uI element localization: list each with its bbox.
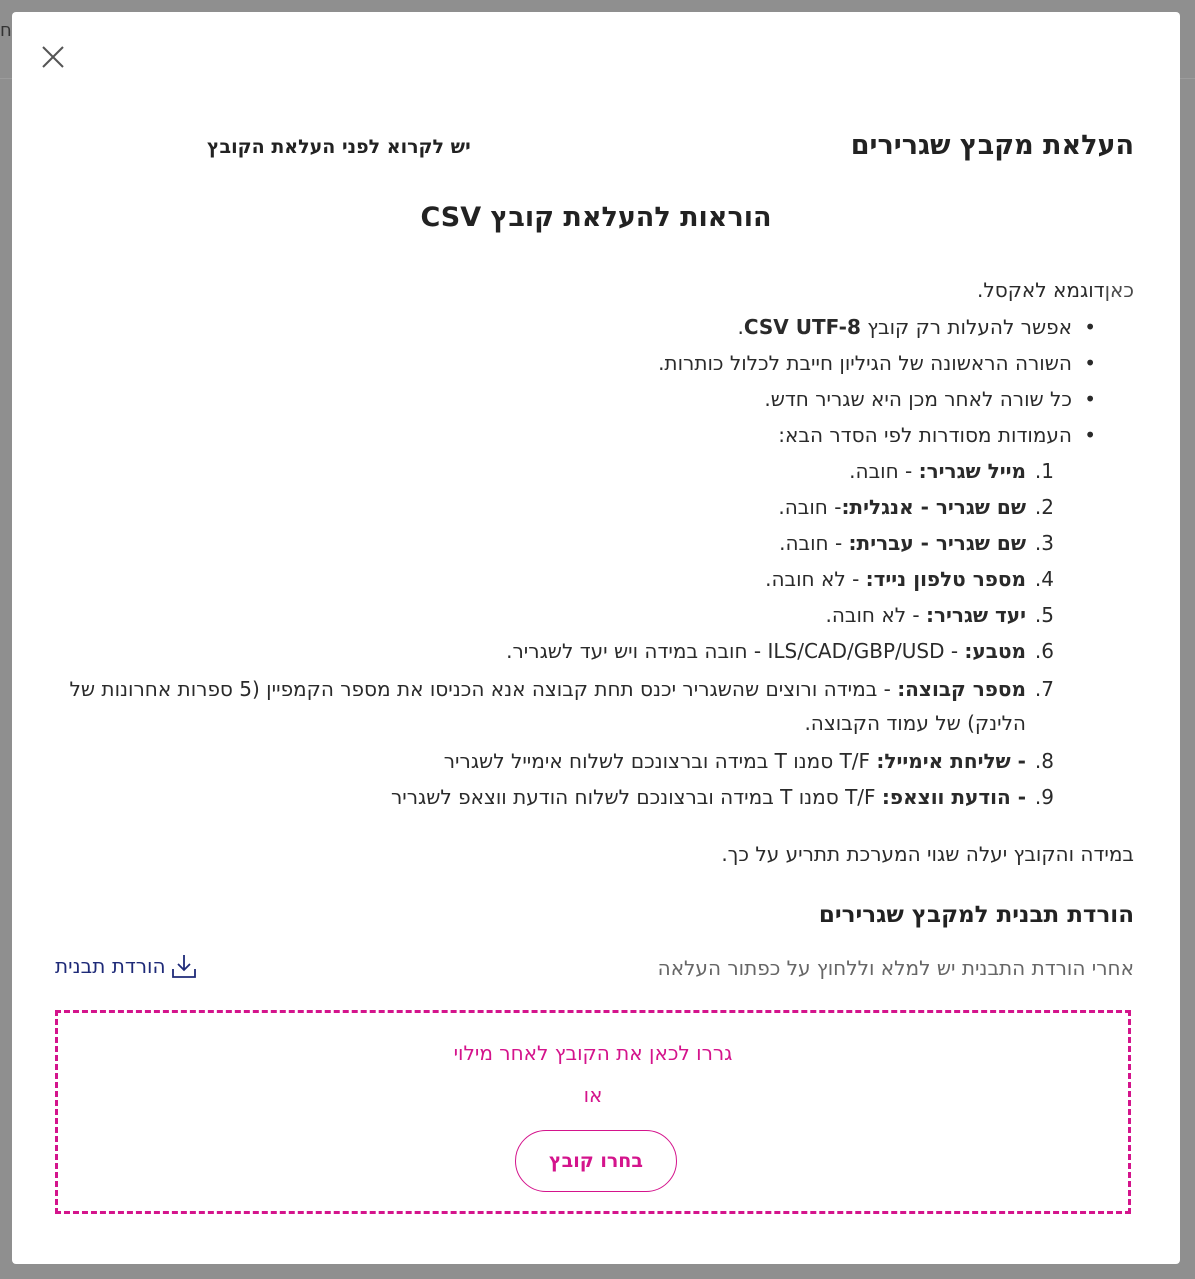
column-item: 9. - הודעת ווצאפ: T/F סמנו T במידה וברצונכם לשלוח הודעת ווצאפ לשגריר: [390, 785, 1054, 809]
column-item: 5. יעד שגריר: - לא חובה.: [825, 603, 1054, 627]
columns-list: [26, 456, 1054, 818]
template-hint: אחרי הורדת התבנית יש למלא וללחוץ על כפתור העלאה: [657, 956, 1134, 980]
file-dropzone[interactable]: [55, 1010, 1131, 1214]
instruction-item: • אפשר להעלות רק קובץ CSV UTF-8.: [72, 312, 1072, 348]
column-item: 3. שם שגריר - עברית: - חובה.: [779, 531, 1054, 555]
template-section-title: הורדת תבנית למקבץ שגרירים: [818, 902, 1134, 928]
example-line: [977, 278, 1134, 302]
close-icon: [40, 44, 66, 70]
download-icon: [170, 952, 198, 980]
dropzone-text: גררו לכאן את הקובץ לאחר מילוי: [453, 1041, 733, 1065]
instructions-list: [72, 312, 1072, 456]
close-button[interactable]: [38, 42, 68, 72]
column-item: 2. שם שגריר - אנגלית:- חובה.: [778, 495, 1054, 519]
closing-note: במידה והקובץ יעלה שגוי המערכת תתריע על כך.: [721, 842, 1134, 866]
example-link[interactable]: כאן: [1104, 278, 1134, 302]
instructions-title: הוראות להעלאת קובץ CSV: [420, 202, 772, 233]
column-item: 7. מספר קבוצה: - במידה ורוצים שהשגריר יכנס תחת קבוצה אנא הכניסו את מספר הקמפיין (5 ספרות אחרונות של הלינק) של עמוד הקבוצה.: [69, 677, 1054, 735]
column-item: 1. מייל שגריר: - חובה.: [849, 459, 1054, 483]
background-edge-text: ח: [0, 20, 12, 41]
dropzone-or: או: [583, 1083, 603, 1107]
instruction-item: • כל שורה לאחר מכן היא שגריר חדש.: [72, 384, 1072, 420]
download-template-link[interactable]: [55, 952, 198, 980]
choose-file-button[interactable]: בחרו קובץ: [515, 1130, 677, 1192]
column-item: 6. מטבע: - ILS/CAD/GBP/USD - חובה במידה ויש יעד לשגריר.: [506, 639, 1054, 663]
column-item: 4. מספר טלפון נייד: - לא חובה.: [765, 567, 1054, 591]
column-item: 8. - שליחת אימייל: T/F סמנו T במידה וברצונכם לשלוח אימייל לשגריר: [443, 749, 1054, 773]
instruction-item: • העמודות מסודרות לפי הסדר הבא:: [72, 420, 1072, 456]
example-text: דוגמא לאקסל.: [977, 278, 1105, 302]
instruction-item: • השורה הראשונה של הגיליון חייבת לכלול כותרות.: [72, 348, 1072, 384]
readme-note: יש לקרוא לפני העלאת הקובץ: [207, 136, 471, 158]
modal-title: העלאת מקבץ שגרירים: [850, 130, 1134, 161]
upload-ambassadors-modal: [12, 12, 1180, 1264]
download-template-label: הורדת תבנית: [55, 954, 166, 978]
